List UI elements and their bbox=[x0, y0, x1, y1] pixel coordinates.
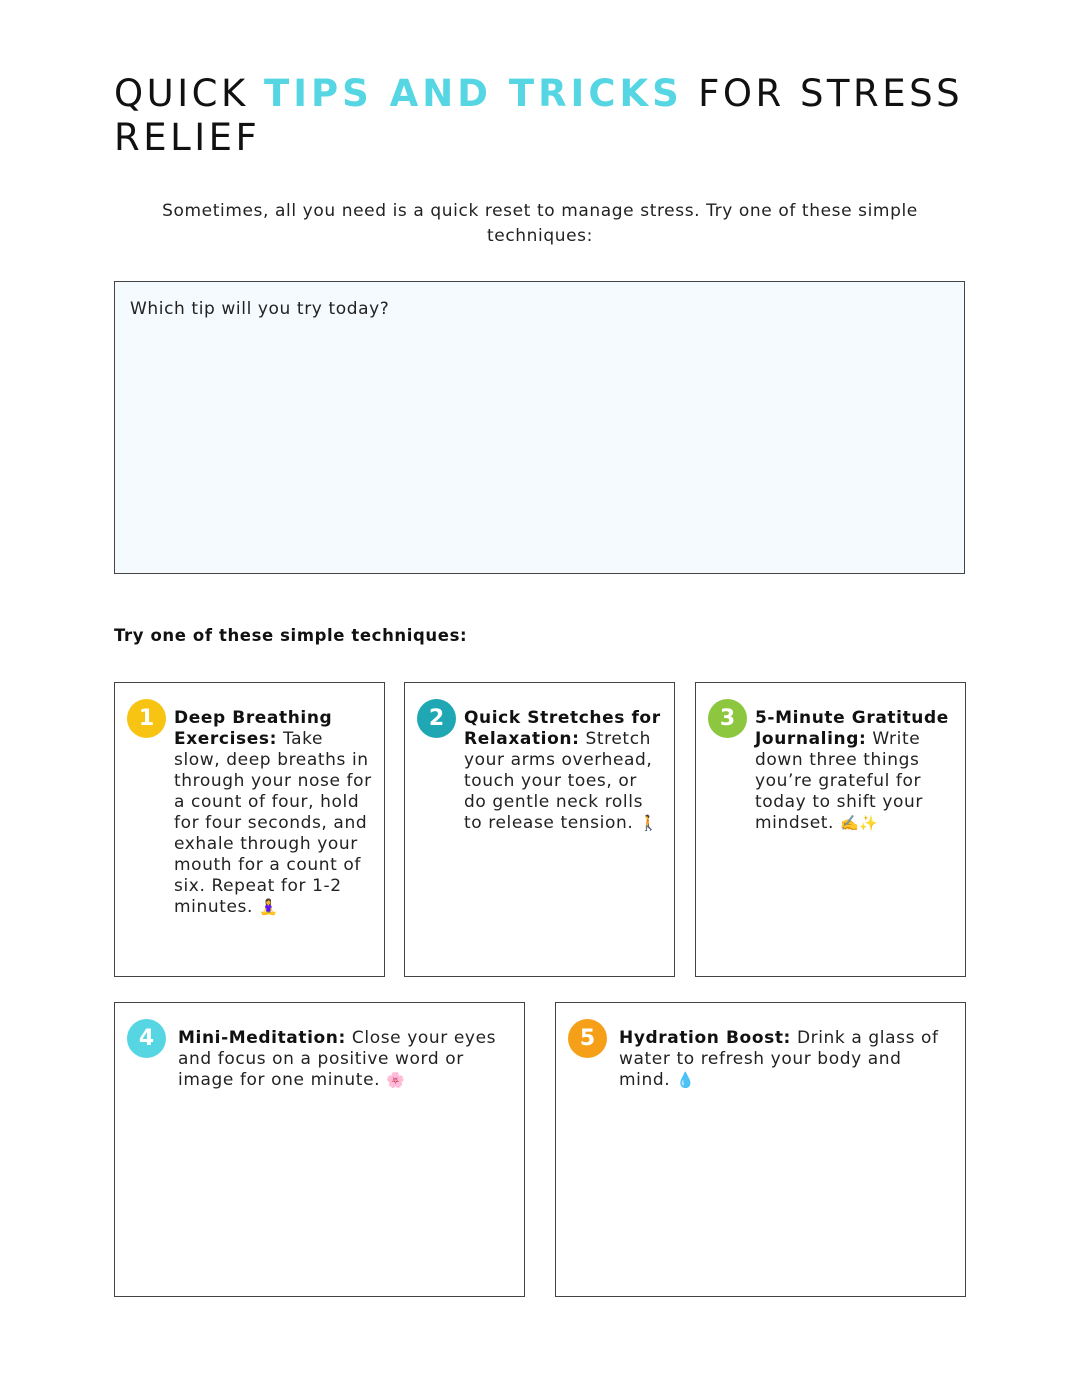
tip-card-1 bbox=[114, 682, 385, 977]
walking-icon: 🚶 bbox=[639, 814, 659, 832]
tip-title-3: 5-Minute Gratitude Journaling: bbox=[755, 708, 949, 749]
number-badge-5: 5 bbox=[568, 1019, 607, 1058]
tip-text-3 bbox=[755, 708, 955, 834]
section-heading: Try one of these simple techniques: bbox=[114, 626, 468, 645]
tip-text-4 bbox=[178, 1028, 508, 1091]
number-badge-3: 3 bbox=[708, 699, 747, 738]
tip-body-5: Drink a glass of water to refresh your body and mind. bbox=[619, 1028, 939, 1090]
number-badge-2: 2 bbox=[417, 699, 456, 738]
title-accent: TIPS AND TRICKS bbox=[263, 72, 683, 115]
title-part2: FOR STRESS RELIEF bbox=[114, 72, 964, 159]
meditation-icon: 🧘‍♀️ bbox=[259, 898, 279, 916]
tip-body-3: Write down three things you’re grateful for today to shift your mindset. bbox=[755, 729, 923, 833]
tip-title-4: Mini-Meditation: bbox=[178, 1028, 346, 1048]
droplet-icon: 💧 bbox=[676, 1071, 696, 1089]
answer-box[interactable] bbox=[114, 281, 965, 574]
tip-text-5 bbox=[619, 1028, 949, 1091]
number-badge-4: 4 bbox=[127, 1019, 166, 1058]
tip-title-5: Hydration Boost: bbox=[619, 1028, 791, 1048]
tip-body-1: Take slow, deep breaths in through your nose for a count of four, hold for four seconds, and exhale through your mouth for a count of six. Repeat for 1-2 minutes. bbox=[174, 729, 372, 917]
tip-card-3 bbox=[695, 682, 966, 977]
intro-text: Sometimes, all you need is a quick reset to manage stress. Try one of these simple techniques: bbox=[162, 201, 918, 246]
number-badge-1: 1 bbox=[127, 699, 166, 738]
tip-text-1 bbox=[174, 708, 374, 918]
flower-icon: 🌸 bbox=[386, 1071, 406, 1089]
writing-sparkles-icon: ✍️✨ bbox=[840, 814, 879, 832]
tip-card-4 bbox=[114, 1002, 525, 1297]
answer-prompt: Which tip will you try today? bbox=[130, 299, 390, 319]
tip-card-5 bbox=[555, 1002, 966, 1297]
tip-text-2 bbox=[464, 708, 664, 834]
tip-title-2: Quick Stretches for Relaxation: bbox=[464, 708, 661, 749]
tip-body-2: Stretch your arms overhead, touch your toes, or do gentle neck rolls to release tension. bbox=[464, 729, 653, 833]
page-title bbox=[114, 72, 974, 160]
title-part1: QUICK bbox=[114, 72, 264, 115]
tip-card-2 bbox=[404, 682, 675, 977]
tip-body-4: Close your eyes and focus on a positive word or image for one minute. bbox=[178, 1028, 497, 1090]
tip-title-1: Deep Breathing Exercises: bbox=[174, 708, 333, 749]
